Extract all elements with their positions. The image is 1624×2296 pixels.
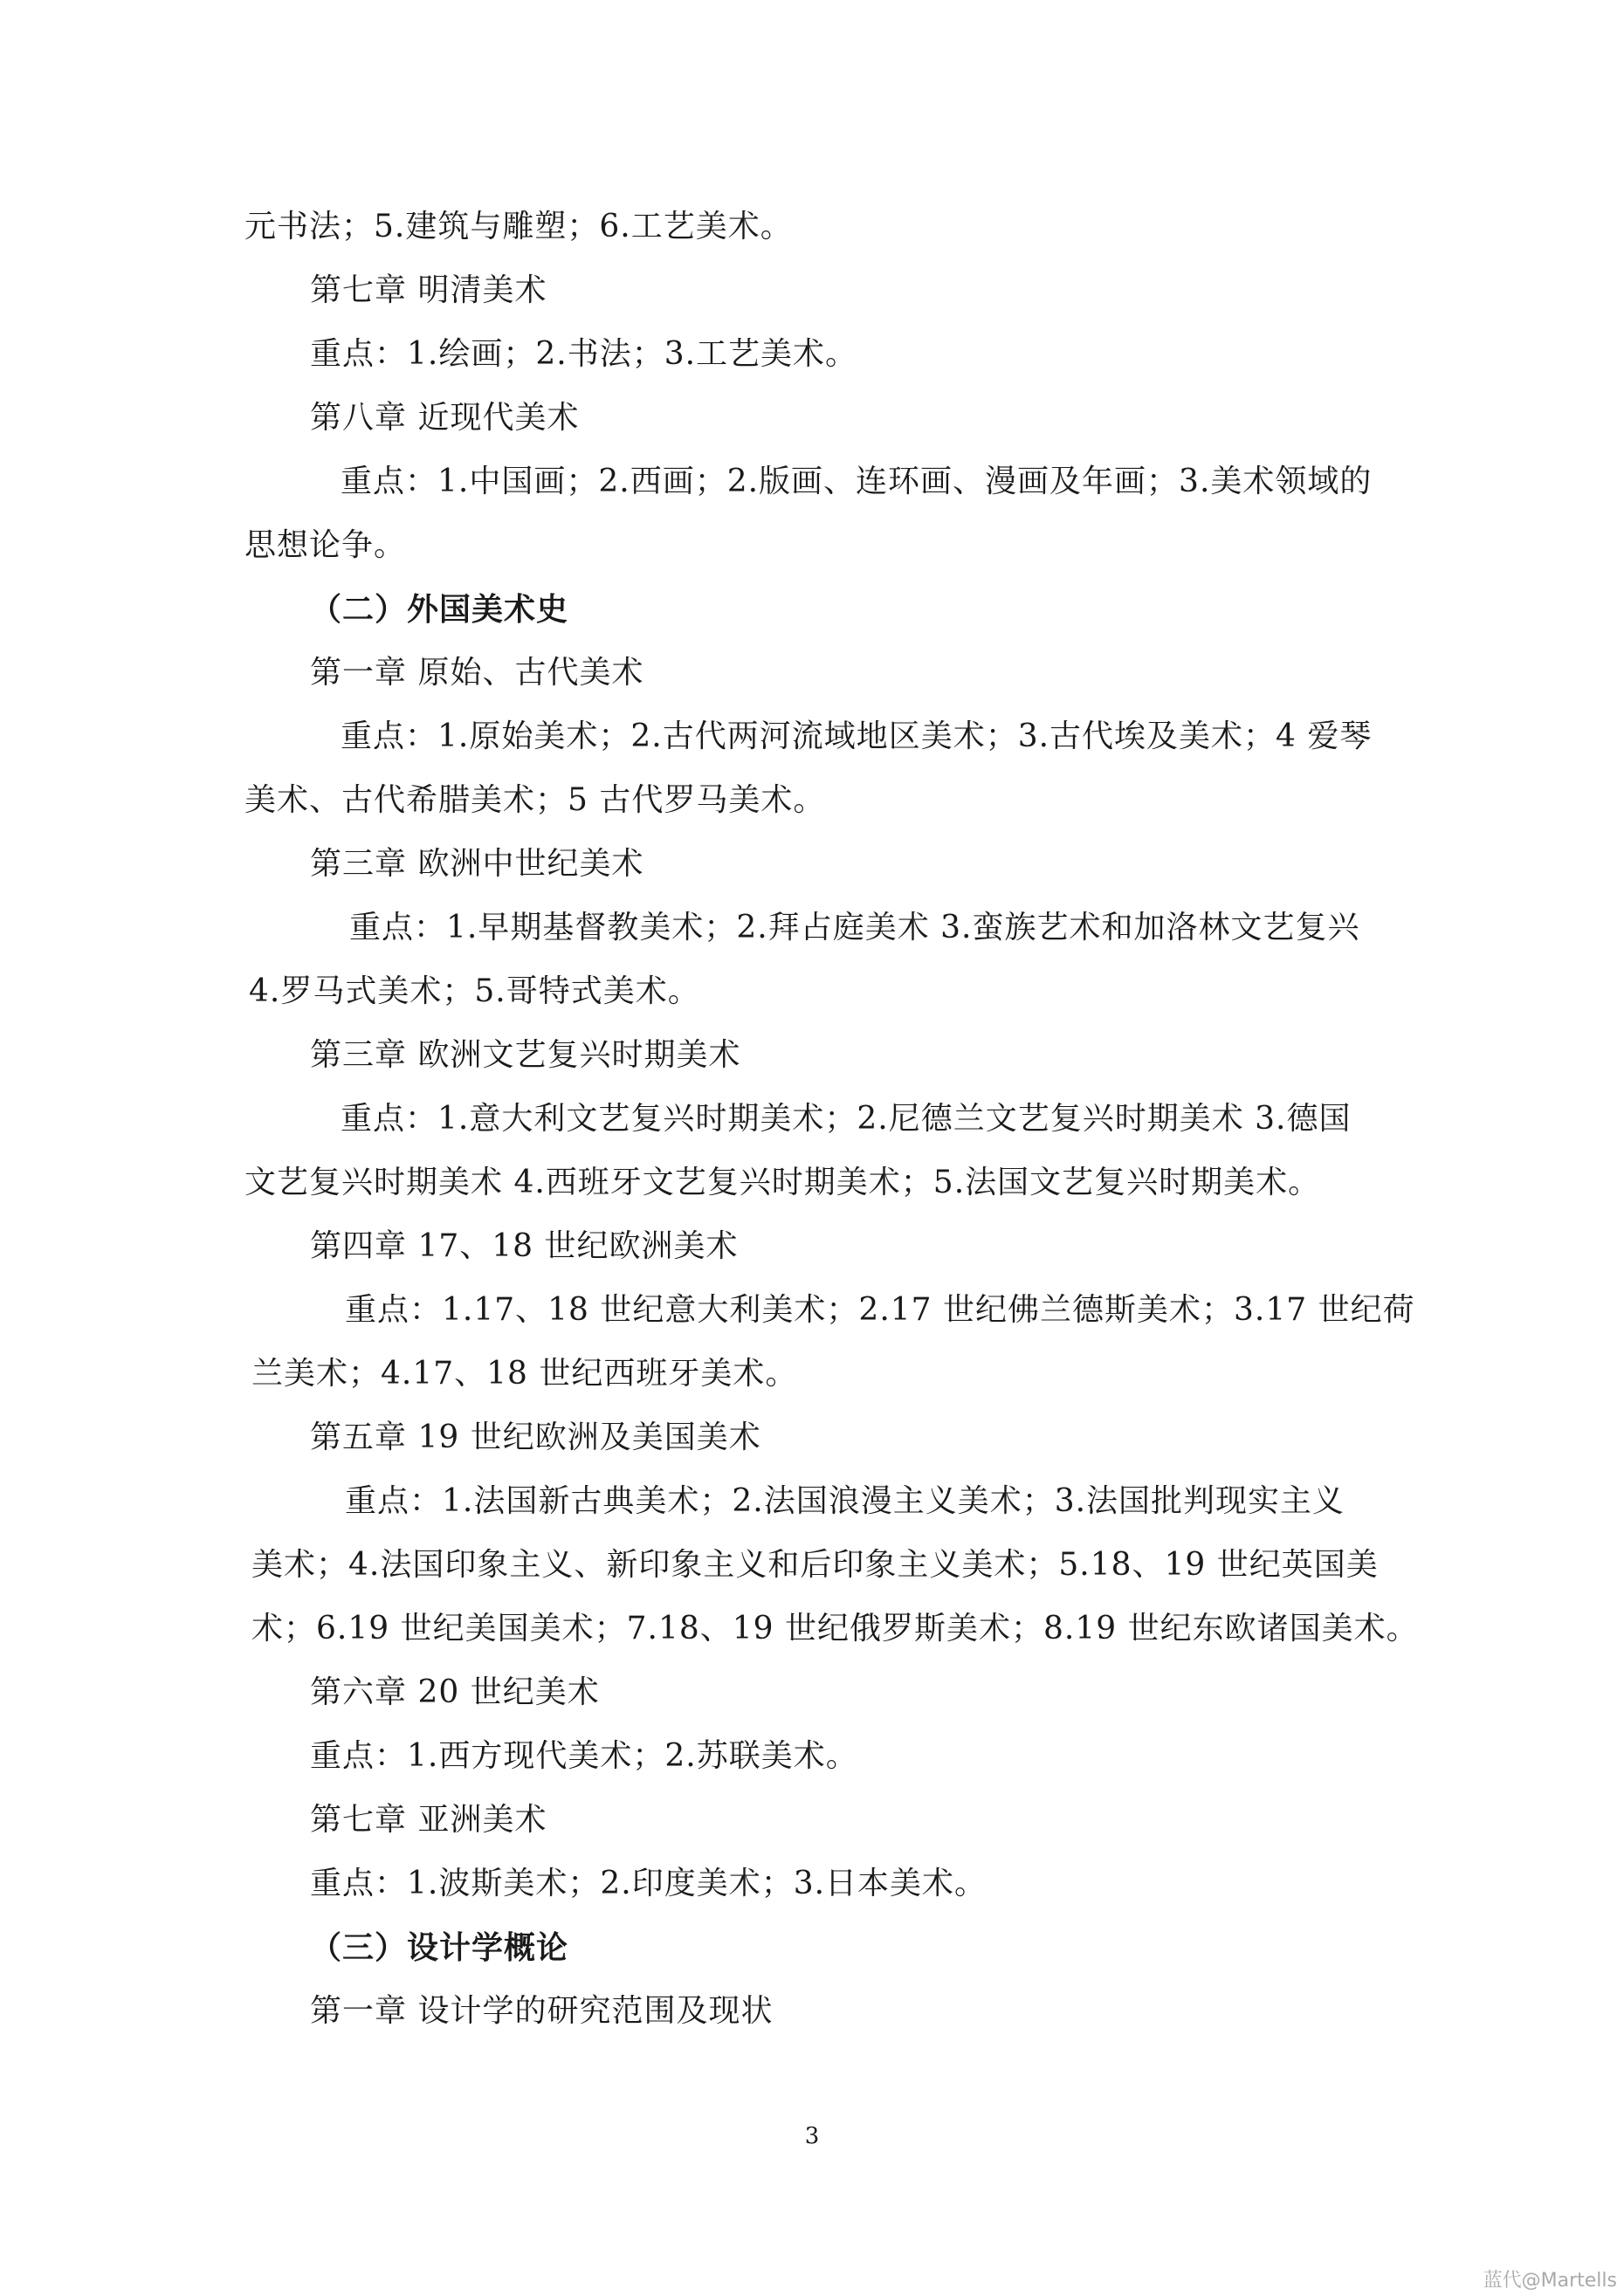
chapter-heading: 第一章 原始、古代美术 xyxy=(310,655,644,691)
chapter-heading: 第三章 欧洲中世纪美术 xyxy=(310,846,644,882)
text-line: 4.罗马式美术；5.哥特式美术。 xyxy=(249,973,700,1009)
key-points: 重点：1.原始美术；2.古代两河流域地区美术；3.古代埃及美术；4 爱琴 xyxy=(341,718,1373,754)
chapter-heading: 第一章 设计学的研究范围及现状 xyxy=(310,1993,774,2029)
key-points: 重点：1.中国画；2.西画；2.版画、连环画、漫画及年画；3.美术领域的 xyxy=(341,464,1373,499)
text-line: 元书法；5.建筑与雕塑；6.工艺美术。 xyxy=(244,209,793,244)
chapter-heading: 第七章 明清美术 xyxy=(310,272,547,308)
chapter-heading: 第八章 近现代美术 xyxy=(310,400,580,436)
text-line: 美术、古代希腊美术；5 古代罗马美术。 xyxy=(244,782,826,818)
key-points: 重点：1.绘画；2.书法；3.工艺美术。 xyxy=(310,336,858,372)
chapter-heading: 第五章 19 世纪欧洲及美国美术 xyxy=(310,1420,761,1455)
watermark: 蓝代@Martells xyxy=(1483,2270,1617,2292)
key-points: 重点：1.意大利文艺复兴时期美术；2.尼德兰文艺复兴时期美术 3.德国 xyxy=(341,1101,1352,1137)
key-points: 重点：1.17、18 世纪意大利美术；2.17 世纪佛兰德斯美术；3.17 世纪荷 xyxy=(345,1292,1415,1328)
text-line: 思想论争。 xyxy=(244,527,407,563)
text-line: 文艺复兴时期美术 4.西班牙文艺复兴时期美术；5.法国文艺复兴时期美术。 xyxy=(244,1165,1321,1200)
key-points: 重点：1.波斯美术；2.印度美术；3.日本美术。 xyxy=(310,1866,987,1901)
key-points: 重点：1.法国新古典美术；2.法国浪漫主义美术；3.法国批判现实主义 xyxy=(345,1483,1345,1519)
page-number: 3 xyxy=(804,2123,820,2149)
section-heading: （三）设计学概论 xyxy=(310,1929,569,1966)
text-line: 兰美术；4.17、18 世纪西班牙美术。 xyxy=(251,1356,798,1392)
chapter-heading: 第七章 亚洲美术 xyxy=(310,1802,547,1838)
text-line: 术；6.19 世纪美国美术；7.18、19 世纪俄罗斯美术；8.19 世纪东欧诸国美术。 xyxy=(251,1611,1419,1646)
chapter-heading: 第四章 17、18 世纪欧洲美术 xyxy=(310,1228,739,1264)
section-heading: （二）外国美术史 xyxy=(310,591,569,628)
chapter-heading: 第三章 欧洲文艺复兴时期美术 xyxy=(310,1037,741,1073)
text-line: 美术；4.法国印象主义、新印象主义和后印象主义美术；5.18、19 世纪英国美 xyxy=(251,1547,1379,1583)
key-points: 重点：1.西方现代美术；2.苏联美术。 xyxy=(310,1738,858,1774)
chapter-heading: 第六章 20 世纪美术 xyxy=(310,1674,600,1710)
key-points: 重点：1.早期基督教美术；2.拜占庭美术 3.蛮族艺术和加洛林文艺复兴 xyxy=(349,910,1360,945)
